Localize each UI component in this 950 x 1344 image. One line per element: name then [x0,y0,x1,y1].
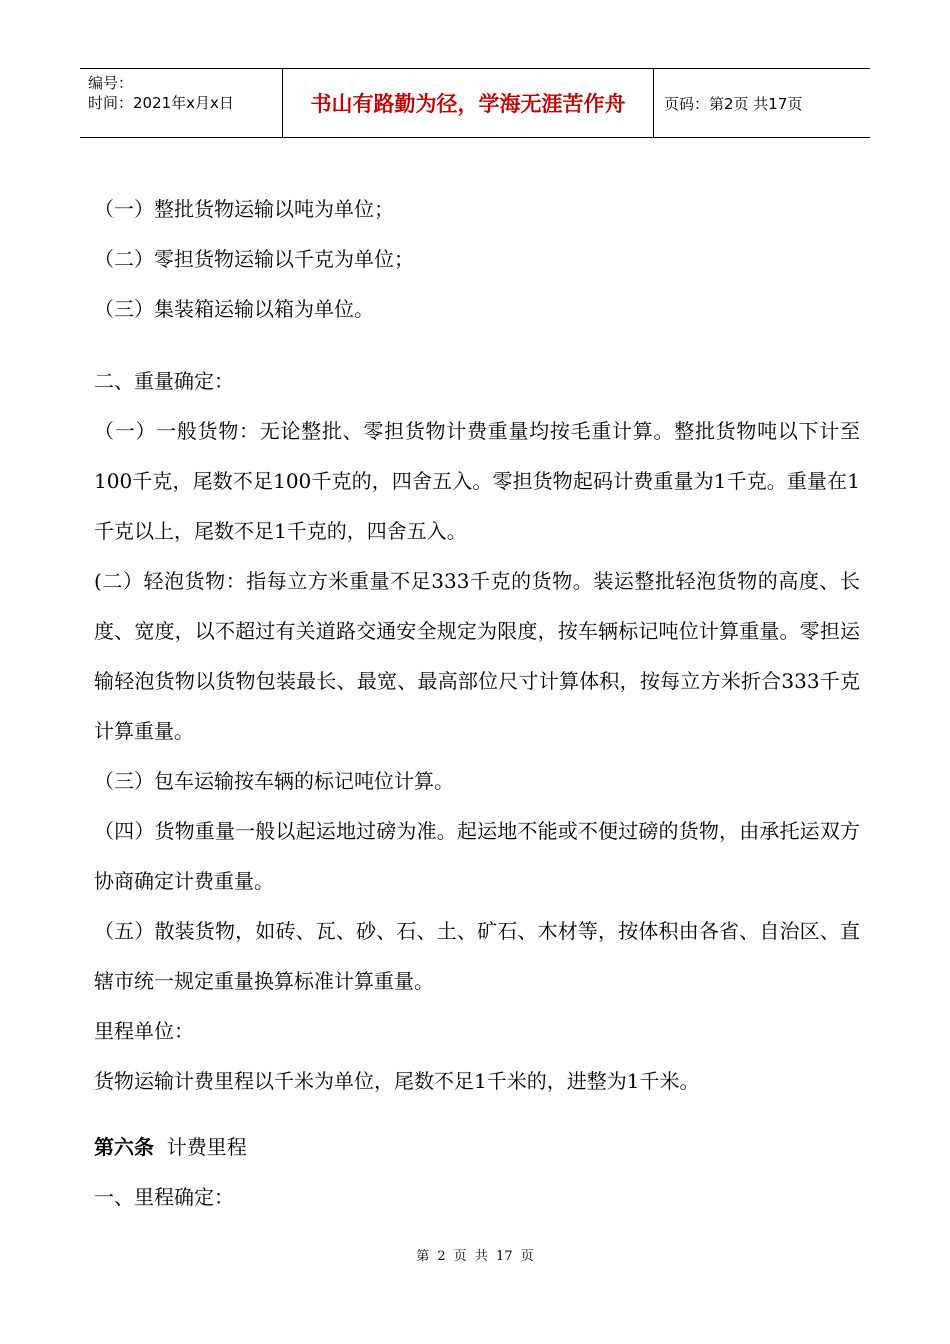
document-body [94,184,860,1222]
paragraph: 货物运输计费里程以千米为单位，尾数不足1千米的，进整为1千米。 [94,1069,700,1093]
paragraph: （三）包车运输按车辆的标记吨位计算。 [94,769,454,793]
header-meta-cell [80,69,282,137]
paragraph: （五）散装货物，如砖、瓦、砂、石、土、矿石、木材等，按体积由各省、自治区、直辖市统一规定重量换算标准计算重量。 [94,919,860,993]
paragraph: （一）一般货物：无论整批、零担货物计费重量均按毛重计算。整批货物吨以下计至100千克，尾数不足100千克的，四舍五入。零担货物起码计费重量为1千克。重量在1千克以上，尾数不足1千克的，四舍五入。 [94,419,860,543]
section-heading: 二、重量确定： [94,369,234,393]
paragraph: （一）整批货物运输以吨为单位； [94,197,394,221]
article-heading [94,1122,860,1172]
article-title: 第六条 [94,1135,154,1159]
paragraph: （三）集装箱运输以箱为单位。 [94,297,374,321]
header-page-info: 页码：第2页 共17页 [664,94,803,113]
section-heading: 一、里程确定： [94,1185,234,1209]
header-page-cell [654,69,870,137]
header-motto: 书山有路勤为径，学海无涯苦作舟 [310,92,626,116]
paragraph: (二）轻泡货物：指每立方米重量不足333千克的货物。装运整批轻泡货物的高度、长度、宽度，以不超过有关道路交通安全规定为限度，按车辆标记吨位计算重量。零担运输轻泡货物以货物包装最长、最宽、最高部位尺寸计算体积，按每立方米折合333千克计算重量。 [94,569,860,743]
paragraph: 里程单位： [94,1019,194,1043]
paragraph: （二）零担货物运输以千克为单位； [94,247,414,271]
document-header [80,68,870,138]
document-number-label: 编号： [88,74,134,92]
page-footer: 第 2 页 共 17 页 [416,1249,534,1264]
article-subtitle: 计费里程 [166,1135,247,1159]
paragraph: （四）货物重量一般以起运地过磅为准。起运地不能或不便过磅的货物，由承托运双方协商确定计费重量。 [94,819,860,893]
document-date-label: 时间：2021年x月x日 [88,94,234,112]
header-motto-cell [282,69,654,137]
